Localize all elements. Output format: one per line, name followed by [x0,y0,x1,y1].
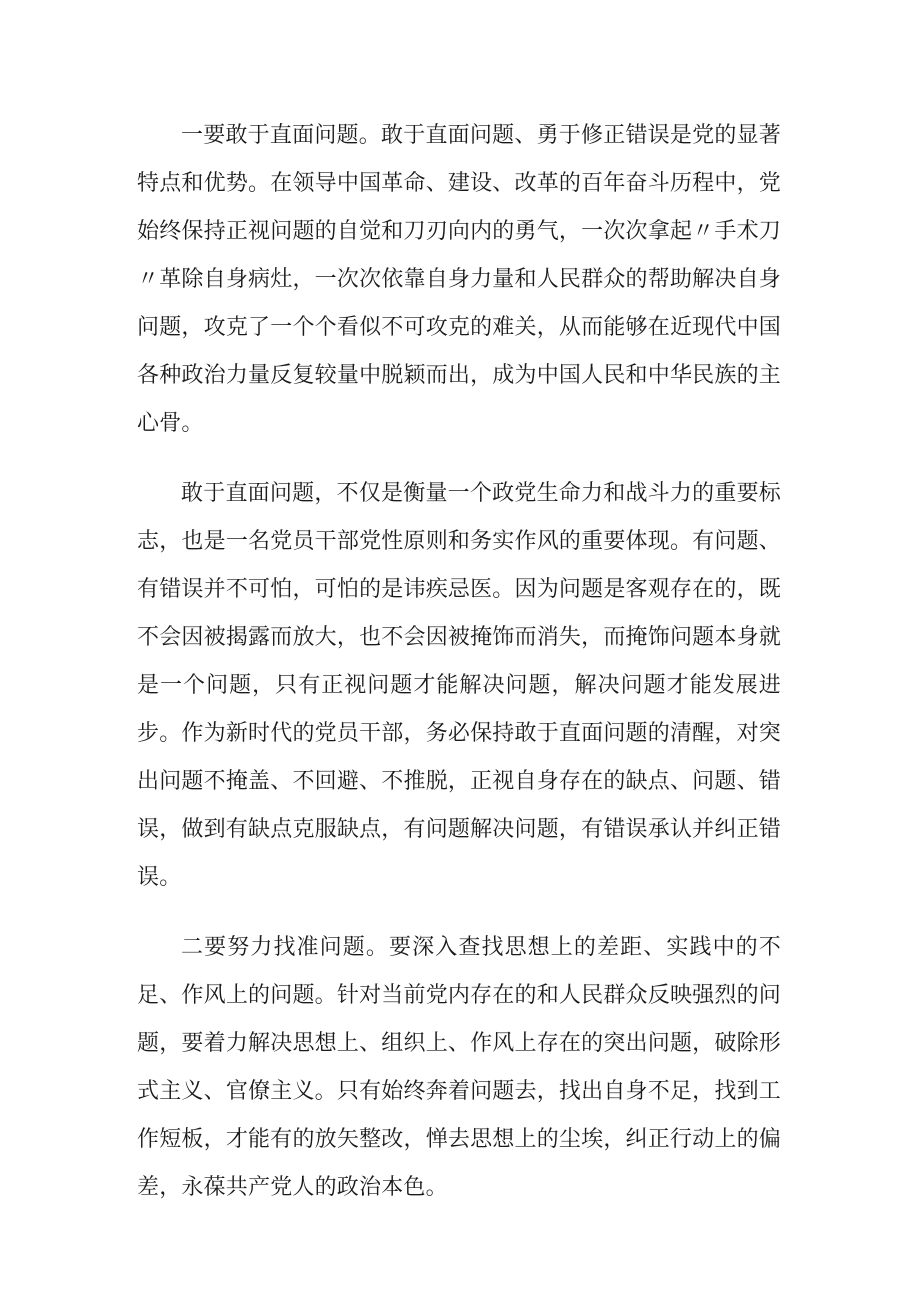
paragraph-1: 一要敢于直面问题。敢于直面问题、勇于修正错误是党的显著特点和优势。在领导中国革命、建设、改革的百年奋斗历程中，党始终保持正视问题的自觉和刀刃向内的勇气，一次次拿起〃手术刀〃革除自身病灶，一次次依靠自身力量和人民群众的帮助解决自身问题，攻克了一个个看似不可攻克的难关，从而能够在近现代中国各种政治力量反复较量中脱颖而出，成为中国人民和中华民族的主心骨。 [137,123,781,436]
document-body [137,112,781,1234]
paragraph-2: 敢于直面问题，不仅是衡量一个政党生命力和战斗力的重要标志，也是一名党员干部党性原则和务实作风的重要体现。有问题、有错误并不可怕，可怕的是讳疾忌医。因为问题是客观存在的，既不会因被揭露而放大，也不会因被掩饰而消失，而掩饰问题本身就是一个问题，只有正视问题才能解决问题，解决问题才能发展进步。作为新时代的党员干部，务必保持敢于直面问题的清醒，对突出问题不掩盖、不回避、不推脱，正视自身存在的缺点、问题、错误，做到有缺点克服缺点，有问题解决问题，有错误承认并纠正错误。 [137,481,781,890]
paragraph-3: 二要努力找准问题。要深入查找思想上的差距、实践中的不足、作风上的问题。针对当前党内存在的和人民群众反映强烈的问题，要着力解决思想上、组织上、作风上存在的突出问题，破除形式主义、官僚主义。只有始终奔着问题去，找出自身不足，找到工作短板，才能有的放矢整改，惮去思想上的尘埃，纠正行动上的偏差，永葆共产党人的政治本色。 [137,935,781,1200]
